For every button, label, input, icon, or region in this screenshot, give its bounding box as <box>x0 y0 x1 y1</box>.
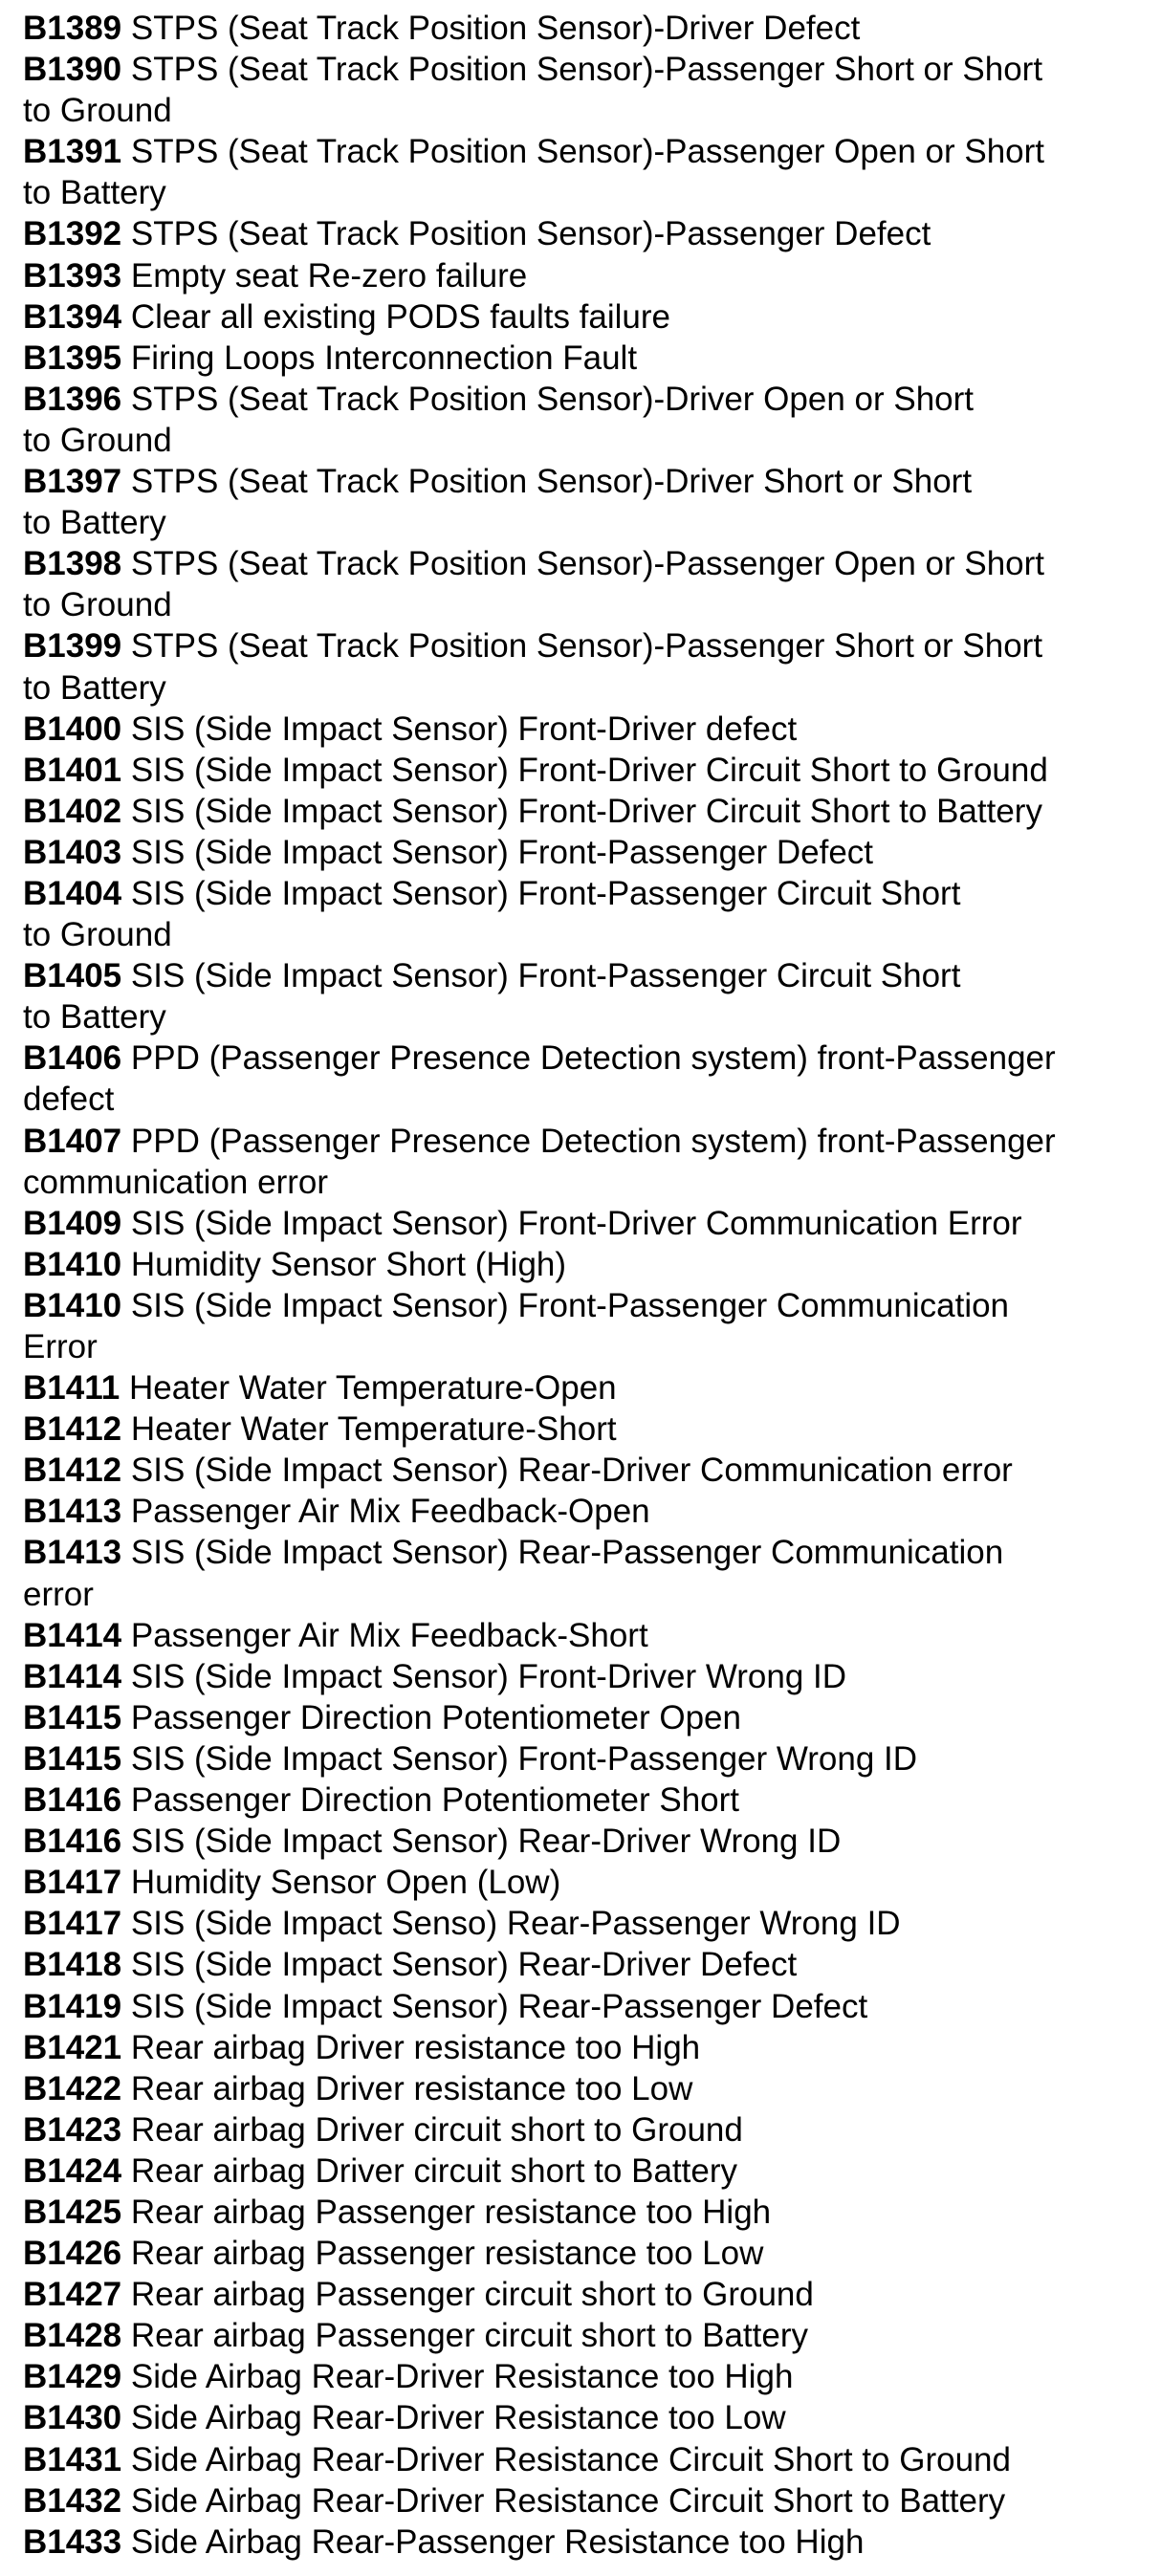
fault-code-entry <box>23 338 1151 379</box>
fault-code: B1417 <box>23 1864 122 1902</box>
fault-code: B1397 <box>23 463 122 501</box>
fault-description: PPD (Passenger Presence Detection system) front-Passenger defect <box>23 1039 1056 1119</box>
fault-description: Side Airbag Rear-Driver Resistance too High <box>130 2358 794 2396</box>
fault-code-entry <box>23 2356 1151 2397</box>
fault-description: SIS (Side Impact Sensor) Front-Driver defect <box>130 709 798 748</box>
fault-description: SIS (Side Impact Sensor) Front-Driver Circuit Short to Ground <box>130 751 1048 789</box>
fault-description: STPS (Seat Track Position Sensor)-Passenger Short or Short to Battery <box>23 627 1043 707</box>
fault-code-entry <box>23 1656 1151 1697</box>
fault-code-entry <box>23 255 1151 296</box>
fault-code-entry <box>23 1697 1151 1738</box>
fault-code-entry <box>23 1532 1151 1614</box>
fault-code: B1414 <box>23 1616 122 1654</box>
fault-code: B1428 <box>23 2317 122 2355</box>
fault-code-entry <box>23 1450 1151 1491</box>
fault-code: B1402 <box>23 792 122 830</box>
fault-code: B1419 <box>23 1987 122 2025</box>
fault-code-entry <box>23 2027 1151 2068</box>
fault-description: SIS (Side Impact Sensor) Front-Passenger Circuit Short to Ground <box>23 874 961 954</box>
fault-code-entry <box>23 2480 1151 2521</box>
fault-code: B1417 <box>23 1905 122 1943</box>
fault-description: Rear airbag Passenger circuit short to Ground <box>130 2276 814 2314</box>
fault-code: B1395 <box>23 338 122 377</box>
fault-code-entry <box>23 1408 1151 1450</box>
fault-description: SIS (Side Impact Senso) Rear-Passenger Wrong ID <box>130 1905 901 1943</box>
fault-code-entry <box>23 873 1151 955</box>
fault-description: Clear all existing PODS faults failure <box>130 297 670 336</box>
fault-code-entry <box>23 709 1151 750</box>
fault-description: STPS (Seat Track Position Sensor)-Driver Open or Short to Ground <box>23 380 975 459</box>
fault-description: STPS (Seat Track Position Sensor)-Passenger Open or Short to Ground <box>23 545 1045 624</box>
fault-code: B1401 <box>23 751 122 789</box>
fault-code-entry <box>23 1037 1151 1120</box>
fault-code: B1400 <box>23 709 122 748</box>
fault-code: B1410 <box>23 1245 122 1283</box>
fault-description: Rear airbag Passenger resistance too High <box>130 2193 772 2231</box>
fault-code: B1416 <box>23 1781 122 1820</box>
fault-description: Rear airbag Driver resistance too High <box>130 2028 701 2066</box>
fault-code: B1410 <box>23 1286 122 1324</box>
fault-code-entry <box>23 2109 1151 2150</box>
fault-code-entry <box>23 2397 1151 2438</box>
fault-code-entry <box>23 131 1151 213</box>
fault-description: Humidity Sensor Open (Low) <box>130 1864 561 1902</box>
fault-code: B1390 <box>23 51 122 89</box>
fault-code: B1393 <box>23 256 122 295</box>
fault-description: Passenger Direction Potentiometer Short <box>130 1781 740 1820</box>
fault-description: Rear airbag Driver circuit short to Ground <box>130 2110 743 2149</box>
fault-code-entry <box>23 2315 1151 2356</box>
fault-code-entry <box>23 213 1151 254</box>
fault-code: B1398 <box>23 545 122 583</box>
fault-code: B1415 <box>23 1739 122 1778</box>
fault-code: B1412 <box>23 1410 122 1449</box>
fault-code-entry <box>23 1491 1151 1532</box>
fault-code: B1403 <box>23 833 122 871</box>
fault-description: STPS (Seat Track Position Sensor)-Driver Short or Short to Battery <box>23 463 973 542</box>
fault-code-entry <box>23 1738 1151 1779</box>
fault-code: B1407 <box>23 1122 122 1160</box>
fault-description: Rear airbag Driver resistance too Low <box>130 2069 693 2107</box>
fault-description: Humidity Sensor Short (High) <box>130 1245 567 1283</box>
fault-code-entry <box>23 832 1151 873</box>
fault-code: B1418 <box>23 1946 122 1984</box>
fault-code: B1389 <box>23 10 122 47</box>
fault-description: SIS (Side Impact Sensor) Rear-Passenger Communication error <box>23 1534 1004 1613</box>
fault-code-entry <box>23 461 1151 543</box>
fault-code-entry <box>23 1862 1151 1903</box>
fault-description: SIS (Side Impact Sensor) Front-Passenger Wrong ID <box>130 1739 918 1778</box>
fault-code: B1396 <box>23 380 122 418</box>
fault-code: B1391 <box>23 133 122 171</box>
fault-description: Firing Loops Interconnection Fault <box>130 338 638 377</box>
fault-code: B1409 <box>23 1204 122 1242</box>
fault-code: B1429 <box>23 2358 122 2396</box>
fault-description: Passenger Air Mix Feedback-Open <box>130 1493 650 1531</box>
fault-code: B1430 <box>23 2399 122 2437</box>
fault-code-entry <box>23 2274 1151 2315</box>
fault-code: B1412 <box>23 1452 122 1490</box>
fault-description: SIS (Side Impact Sensor) Front-Passenger Communication Error <box>23 1286 1010 1365</box>
fault-description: SIS (Side Impact Sensor) Rear-Driver Wrong ID <box>130 1823 842 1861</box>
fault-description: Empty seat Re-zero failure <box>130 256 528 295</box>
fault-description: SIS (Side Impact Sensor) Front-Passenger Circuit Short to Battery <box>23 957 961 1037</box>
fault-code: B1411 <box>23 1369 120 1408</box>
fault-code-entry <box>23 1367 1151 1408</box>
fault-code-entry <box>23 1203 1151 1244</box>
fault-description: Rear airbag Driver circuit short to Battery <box>130 2151 737 2190</box>
fault-description: SIS (Side Impact Sensor) Front-Driver Wrong ID <box>130 1657 847 1695</box>
fault-code: B1427 <box>23 2276 122 2314</box>
fault-code: B1425 <box>23 2193 122 2231</box>
fault-description: PPD (Passenger Presence Detection system) front-Passenger communication error <box>23 1122 1056 1201</box>
fault-code: B1422 <box>23 2069 122 2107</box>
fault-code: B1399 <box>23 627 122 666</box>
fault-code-entry <box>23 1244 1151 1285</box>
fault-code-entry <box>23 1821 1151 1862</box>
fault-code-entry <box>23 1944 1151 1985</box>
fault-description: Side Airbag Rear-Passenger Resistance too High <box>130 2522 865 2561</box>
fault-code: B1416 <box>23 1823 122 1861</box>
fault-description: Heater Water Temperature-Short <box>130 1410 617 1449</box>
fault-code-entry <box>23 1986 1151 2027</box>
fault-code: B1421 <box>23 2028 122 2066</box>
fault-description: STPS (Seat Track Position Sensor)-Passenger Short or Short to Ground <box>23 51 1043 130</box>
fault-code: B1414 <box>23 1657 122 1695</box>
fault-code-entry <box>23 1903 1151 1944</box>
fault-description: SIS (Side Impact Sensor) Front-Passenger Defect <box>130 833 874 871</box>
fault-code-entry <box>23 955 1151 1037</box>
fault-description: Rear airbag Passenger resistance too Low <box>130 2235 764 2273</box>
fault-description: STPS (Seat Track Position Sensor)-Passenger Defect <box>130 215 931 253</box>
fault-description: SIS (Side Impact Sensor) Front-Driver Circuit Short to Battery <box>130 792 1042 830</box>
fault-code-entry <box>23 1615 1151 1656</box>
fault-code-entry <box>23 2233 1151 2274</box>
fault-code: B1413 <box>23 1493 122 1531</box>
fault-code-entry <box>23 791 1151 832</box>
fault-description: Side Airbag Rear-Driver Resistance Circuit Short to Battery <box>130 2481 1006 2520</box>
fault-code-list <box>23 8 1151 2563</box>
fault-code-entry <box>23 296 1151 338</box>
fault-code: B1433 <box>23 2522 122 2561</box>
fault-code: B1424 <box>23 2151 122 2190</box>
fault-description: Side Airbag Rear-Driver Resistance Circuit Short to Ground <box>130 2440 1011 2478</box>
fault-description: Rear airbag Passenger circuit short to Battery <box>130 2317 808 2355</box>
fault-code: B1404 <box>23 874 122 912</box>
fault-code-entry <box>23 49 1151 131</box>
fault-code-entry <box>23 8 1151 49</box>
fault-code: B1405 <box>23 957 122 995</box>
fault-code: B1413 <box>23 1534 122 1572</box>
fault-code: B1431 <box>23 2440 122 2478</box>
fault-description: Passenger Air Mix Feedback-Short <box>130 1616 648 1654</box>
fault-description: SIS (Side Impact Sensor) Rear-Passenger Defect <box>130 1987 868 2025</box>
fault-code: B1423 <box>23 2110 122 2149</box>
fault-code: B1394 <box>23 297 122 336</box>
fault-code-entry <box>23 1779 1151 1821</box>
fault-code-entry <box>23 2439 1151 2480</box>
fault-description: STPS (Seat Track Position Sensor)-Passenger Open or Short to Battery <box>23 133 1045 212</box>
fault-code-entry <box>23 543 1151 625</box>
fault-description: Side Airbag Rear-Driver Resistance too Low <box>130 2399 786 2437</box>
fault-description: Heater Water Temperature-Open <box>128 1369 617 1408</box>
fault-description: SIS (Side Impact Sensor) Front-Driver Communication Error <box>130 1204 1022 1242</box>
fault-code: B1415 <box>23 1698 122 1736</box>
fault-code: B1432 <box>23 2481 122 2520</box>
fault-code-entry <box>23 2192 1151 2233</box>
fault-description: SIS (Side Impact Sensor) Rear-Driver Communication error <box>130 1452 1013 1490</box>
fault-description: STPS (Seat Track Position Sensor)-Driver Defect <box>130 10 861 47</box>
fault-description: SIS (Side Impact Sensor) Rear-Driver Defect <box>130 1946 798 1984</box>
fault-code: B1392 <box>23 215 122 253</box>
fault-code-entry <box>23 1121 1151 1203</box>
fault-code-entry <box>23 1285 1151 1367</box>
fault-code-entry <box>23 625 1151 708</box>
fault-code-entry <box>23 2521 1151 2563</box>
fault-description: Passenger Direction Potentiometer Open <box>130 1698 741 1736</box>
fault-code-entry <box>23 750 1151 791</box>
fault-code: B1406 <box>23 1039 122 1078</box>
fault-code-entry <box>23 2150 1151 2192</box>
fault-code: B1426 <box>23 2235 122 2273</box>
fault-code-entry <box>23 379 1151 461</box>
fault-code-entry <box>23 2068 1151 2109</box>
